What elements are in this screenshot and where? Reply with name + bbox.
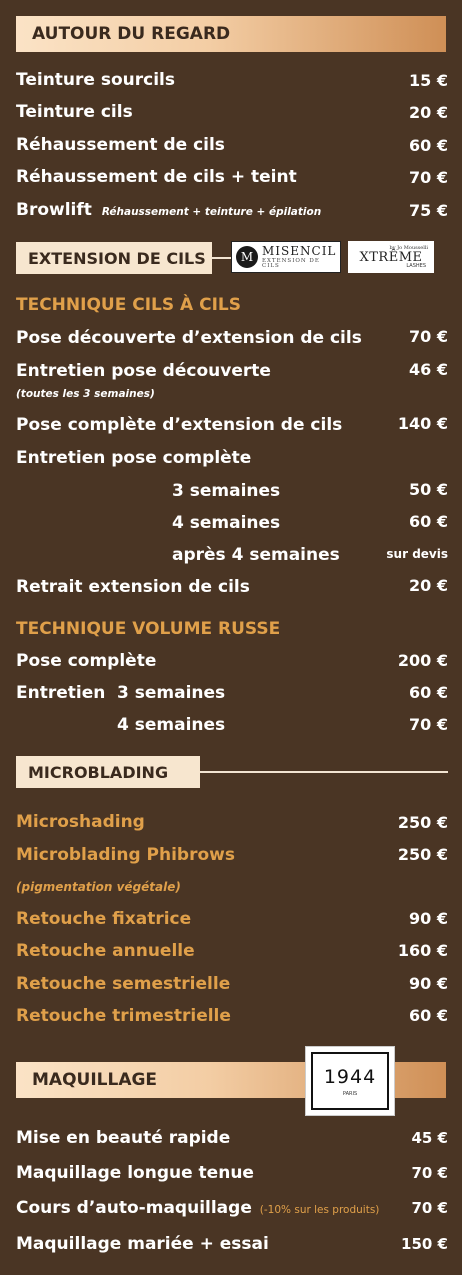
price-entretien-3-semaines: 50 € [409, 480, 448, 499]
service-mise-en-beaute: Mise en beauté rapide [16, 1128, 231, 1148]
entretien-russe-4-semaines: 4 semaines [117, 715, 226, 735]
service-teinture-cils: Teinture cils [16, 102, 133, 122]
section-title-regard: AUTOUR DU REGARD [32, 24, 231, 44]
price-rehaussement: 60 € [409, 136, 448, 155]
price-pose-complete: 140 € [397, 414, 448, 433]
section-title-maquillage: MAQUILLAGE [32, 1070, 158, 1090]
xtreme-name: XTRÊME [359, 249, 423, 265]
xtreme-lashes-logo [348, 241, 434, 273]
phibrows-note: (pigmentation végétale) [16, 880, 181, 894]
logo-1944-paris [305, 1046, 395, 1116]
price-entretien-russe-4: 70 € [409, 715, 448, 734]
service-maquillage-longue-tenue: Maquillage longue tenue [16, 1163, 254, 1183]
entretien-4-semaines: 4 semaines [172, 513, 281, 533]
price-pose-complete-russe: 200 € [397, 651, 448, 670]
service-retouche-annuelle: Retouche annuelle [16, 941, 195, 961]
price-browlift: 75 € [409, 201, 448, 220]
price-pose-decouverte: 70 € [409, 327, 448, 346]
price-entretien-4-semaines: 60 € [409, 512, 448, 531]
price-retouche-fixatrice: 90 € [409, 909, 448, 928]
service-entretien-russe: Entretien [16, 683, 106, 703]
divider-extension [212, 257, 232, 259]
price-retouche-trimestrielle: 60 € [409, 1006, 448, 1025]
service-teinture-sourcils: Teinture sourcils [16, 70, 175, 90]
service-retouche-fixatrice: Retouche fixatrice [16, 909, 192, 929]
service-retrait: Retrait extension de cils [16, 577, 250, 597]
price-maquillage-longue-tenue: 70 € [411, 1164, 448, 1182]
price-entretien-russe-3: 60 € [409, 683, 448, 702]
misencil-sub: EXTENSION DE CILS [262, 257, 320, 269]
service-rehaussement: Réhaussement de cils [16, 135, 225, 155]
technique-cils-title: TECHNIQUE CILS À CILS [16, 295, 242, 315]
price-maquillage-mariee: 150 € [401, 1235, 448, 1253]
service-pose-decouverte: Pose découverte d’extension de cils [16, 328, 362, 348]
price-retouche-annuelle: 160 € [397, 941, 448, 960]
price-cours-auto-maquillage: 70 € [411, 1199, 448, 1217]
browlift-label: Browlift [16, 200, 92, 220]
service-rehaussement-teint: Réhaussement de cils + teint [16, 167, 297, 187]
service-browlift [16, 200, 321, 220]
xtreme-sub: LASHES [406, 262, 426, 269]
service-entretien-complete: Entretien pose complète [16, 448, 252, 468]
price-entretien-decouverte: 46 € [409, 360, 448, 379]
service-pose-complete-russe: Pose complète [16, 651, 157, 671]
price-retrait: 20 € [409, 576, 448, 595]
section-banner-regard [16, 16, 446, 52]
service-phibrows: Microblading Phibrows [16, 845, 235, 865]
technique-volume-russe-title: TECHNIQUE VOLUME RUSSE [16, 619, 281, 639]
logo-1944-frame [311, 1052, 389, 1110]
price-retouche-semestrielle: 90 € [409, 974, 448, 993]
entretien-3-semaines: 3 semaines [172, 481, 281, 501]
price-teinture-sourcils: 15 € [409, 71, 448, 90]
price-sur-devis: sur devis [386, 547, 448, 561]
service-pose-complete: Pose complète d’extension de cils [16, 415, 343, 435]
service-maquillage-mariee: Maquillage mariée + essai [16, 1234, 269, 1254]
entretien-decouverte-note: (toutes les 3 semaines) [16, 388, 155, 400]
misencil-logo [231, 241, 341, 273]
price-phibrows: 250 € [397, 845, 448, 864]
service-retouche-trimestrielle: Retouche trimestrielle [16, 1006, 231, 1026]
divider-microblading [200, 771, 448, 773]
entretien-russe-3-semaines: 3 semaines [117, 683, 226, 703]
misencil-mark-icon: M [236, 246, 258, 268]
section-title-microblading: MICROBLADING [28, 762, 169, 782]
misencil-name: MISENCIL [262, 243, 337, 258]
section-banner-extension [16, 242, 212, 274]
logo-1944-name: 1944 [323, 1065, 377, 1088]
service-cours-auto-maquillage [16, 1198, 379, 1218]
section-title-extension: EXTENSION DE CILS [28, 248, 206, 268]
price-mise-en-beaute: 45 € [411, 1129, 448, 1147]
entretien-apres-4-semaines: après 4 semaines [172, 545, 340, 565]
service-retouche-semestrielle: Retouche semestrielle [16, 974, 231, 994]
price-teinture-cils: 20 € [409, 103, 448, 122]
service-microshading: Microshading [16, 812, 145, 832]
cours-label: Cours d’auto-maquillage [16, 1198, 252, 1218]
logo-1944-sub: PARIS [342, 1090, 358, 1097]
service-entretien-decouverte: Entretien pose découverte [16, 361, 271, 381]
price-rehaussement-teint: 70 € [409, 168, 448, 187]
price-microshading: 250 € [397, 813, 448, 832]
browlift-note: Réhaussement + teinture + épilation [101, 206, 322, 218]
xtreme-top: by Jo Mousselli [389, 244, 428, 251]
cours-note: (-10% sur les produits) [259, 1204, 380, 1216]
section-banner-microblading [16, 756, 200, 788]
